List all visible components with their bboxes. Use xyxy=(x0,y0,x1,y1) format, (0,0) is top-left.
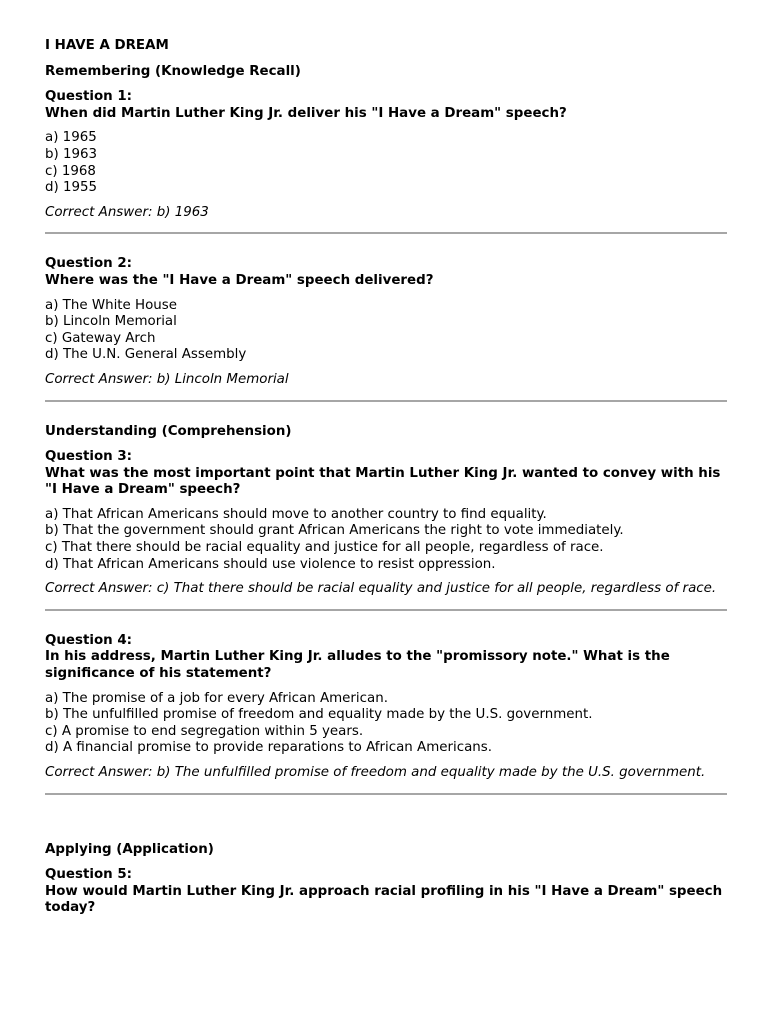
answer-option: d) A financial promise to provide reparations to African Americans. xyxy=(45,740,492,756)
answer-option: d) That African Americans should use violence to resist oppression. xyxy=(45,556,496,572)
question-block-3 xyxy=(45,449,725,598)
question-block-2 xyxy=(45,256,725,388)
question-text: In his address, Martin Luther King Jr. alludes to the "promissory note." What is the significance of his statement? xyxy=(45,649,670,682)
correct-answer: Correct Answer: b) The unfulfilled promise of freedom and equality made by the U.S. government. xyxy=(45,765,706,780)
answer-option: a) The promise of a job for every African American. xyxy=(45,690,388,706)
correct-answer: Correct Answer: b) Lincoln Memorial xyxy=(45,371,289,387)
answer-option: c) 1968 xyxy=(45,163,96,179)
question-text: How would Martin Luther King Jr. approach racial profiling in his "I Have a Dream" speech today? xyxy=(45,883,723,916)
correct-answer: Correct Answer: c) That there should be racial equality and justice for all people, regardless of race. xyxy=(45,581,717,597)
question-block-5 xyxy=(45,867,725,917)
answer-option: c) Gateway Arch xyxy=(45,330,156,346)
question-label: Question 1: xyxy=(45,89,133,105)
answer-option: d) The U.N. General Assembly xyxy=(45,347,247,363)
answer-option: a) The White House xyxy=(45,297,178,313)
question-text: What was the most important point that Martin Luther King Jr. wanted to convey with his "I Have a Dream" speech? xyxy=(45,465,721,498)
document-title: I HAVE A DREAM xyxy=(45,38,169,53)
answer-options xyxy=(45,691,725,757)
answer-option: a) 1965 xyxy=(45,130,97,146)
section-heading-understanding: Understanding (Comprehension) xyxy=(45,423,292,439)
question-label: Question 4: xyxy=(45,632,133,648)
question-text: Where was the "I Have a Dream" speech delivered? xyxy=(45,272,434,288)
answer-options xyxy=(45,298,725,364)
question-block-1 xyxy=(45,89,725,221)
correct-answer: Correct Answer: b) 1963 xyxy=(45,204,209,220)
question-text: When did Martin Luther King Jr. deliver his "I Have a Dream" speech? xyxy=(45,105,567,121)
answer-option: b) The unfulfilled promise of freedom and equality made by the U.S. government. xyxy=(45,707,593,723)
document-content xyxy=(45,38,725,925)
question-block-4 xyxy=(45,633,725,782)
answer-option: b) That the government should grant African Americans the right to vote immediately. xyxy=(45,523,624,539)
section-heading-applying: Applying (Application) xyxy=(45,841,214,857)
answer-option: d) 1955 xyxy=(45,180,98,196)
question-label: Question 5: xyxy=(45,867,133,883)
section-heading-remembering: Remembering (Knowledge Recall) xyxy=(45,63,301,79)
answer-options xyxy=(45,130,725,196)
answer-option: b) Lincoln Memorial xyxy=(45,314,177,330)
answer-option: a) That African Americans should move to another country to find equality. xyxy=(45,506,547,522)
answer-option: c) A promise to end segregation within 5 years. xyxy=(45,723,364,739)
answer-option: c) That there should be racial equality and justice for all people, regardless of race. xyxy=(45,540,604,556)
question-label: Question 3: xyxy=(45,449,133,465)
answer-option: b) 1963 xyxy=(45,146,98,162)
answer-options xyxy=(45,507,725,573)
question-label: Question 2: xyxy=(45,256,133,272)
